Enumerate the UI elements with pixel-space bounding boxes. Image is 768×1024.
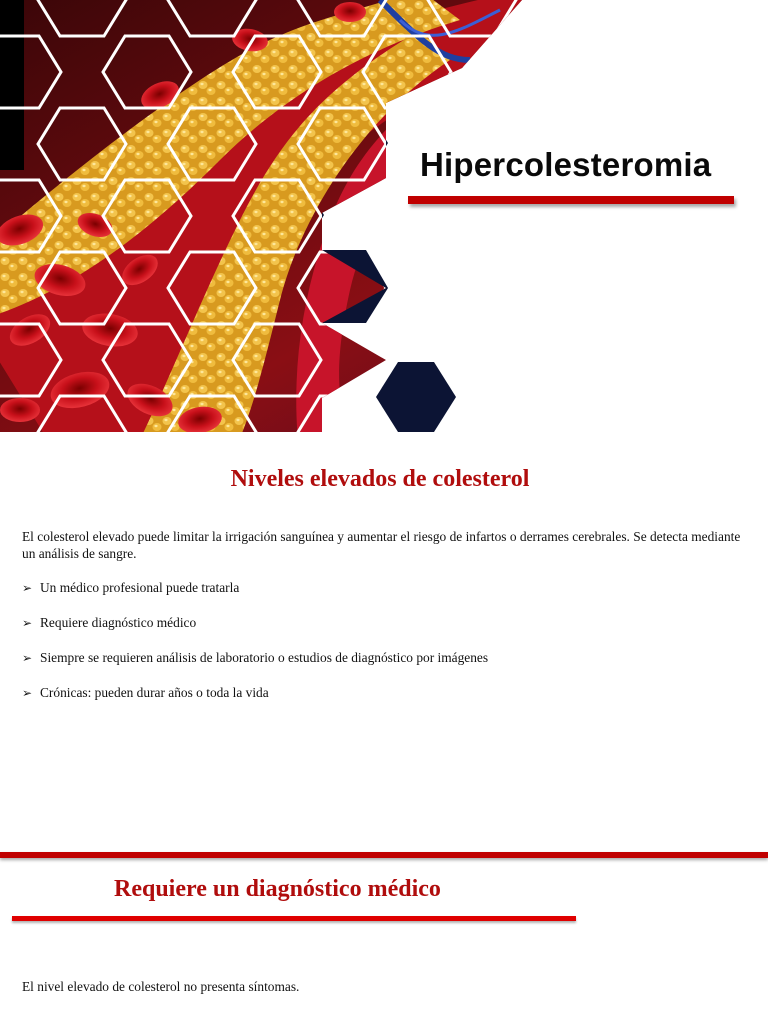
section-divider xyxy=(0,852,768,858)
title-underline xyxy=(408,196,734,204)
hero-illustration xyxy=(0,0,768,432)
arrow-bullet-icon: ➢ xyxy=(22,581,33,595)
list-item-text: Requiere diagnóstico médico xyxy=(40,615,197,630)
section-heading-diagnosis: Requiere un diagnóstico médico xyxy=(114,876,441,902)
arrow-bullet-icon: ➢ xyxy=(22,616,33,630)
bullet-list xyxy=(22,578,488,718)
artery-cholesterol-illustration xyxy=(0,0,768,432)
section-paragraph: El colesterol elevado puede limitar la irrigación sanguínea y aumentar el riesgo de infartos o derrames cerebrales. Se detecta mediante un análisis de sangre. xyxy=(22,529,741,561)
list-item-text: Crónicas: pueden durar años o toda la vida xyxy=(40,685,269,700)
list-item-text: Un médico profesional puede tratarla xyxy=(40,580,240,595)
list-item xyxy=(22,613,488,648)
list-item xyxy=(22,648,488,683)
list-item-text: Siempre se requieren análisis de laboratorio o estudios de diagnóstico por imágenes xyxy=(40,650,489,665)
slide-title: Hipercolesteromia xyxy=(420,146,712,183)
list-item xyxy=(22,683,488,718)
list-item xyxy=(22,578,488,613)
arrow-bullet-icon: ➢ xyxy=(22,651,33,665)
arrow-bullet-icon: ➢ xyxy=(22,686,33,700)
heading-underline xyxy=(12,916,576,921)
section-paragraph-diagnosis: El nivel elevado de colesterol no presenta síntomas. xyxy=(22,979,300,994)
section-heading: Niveles elevados de colesterol xyxy=(230,466,530,492)
